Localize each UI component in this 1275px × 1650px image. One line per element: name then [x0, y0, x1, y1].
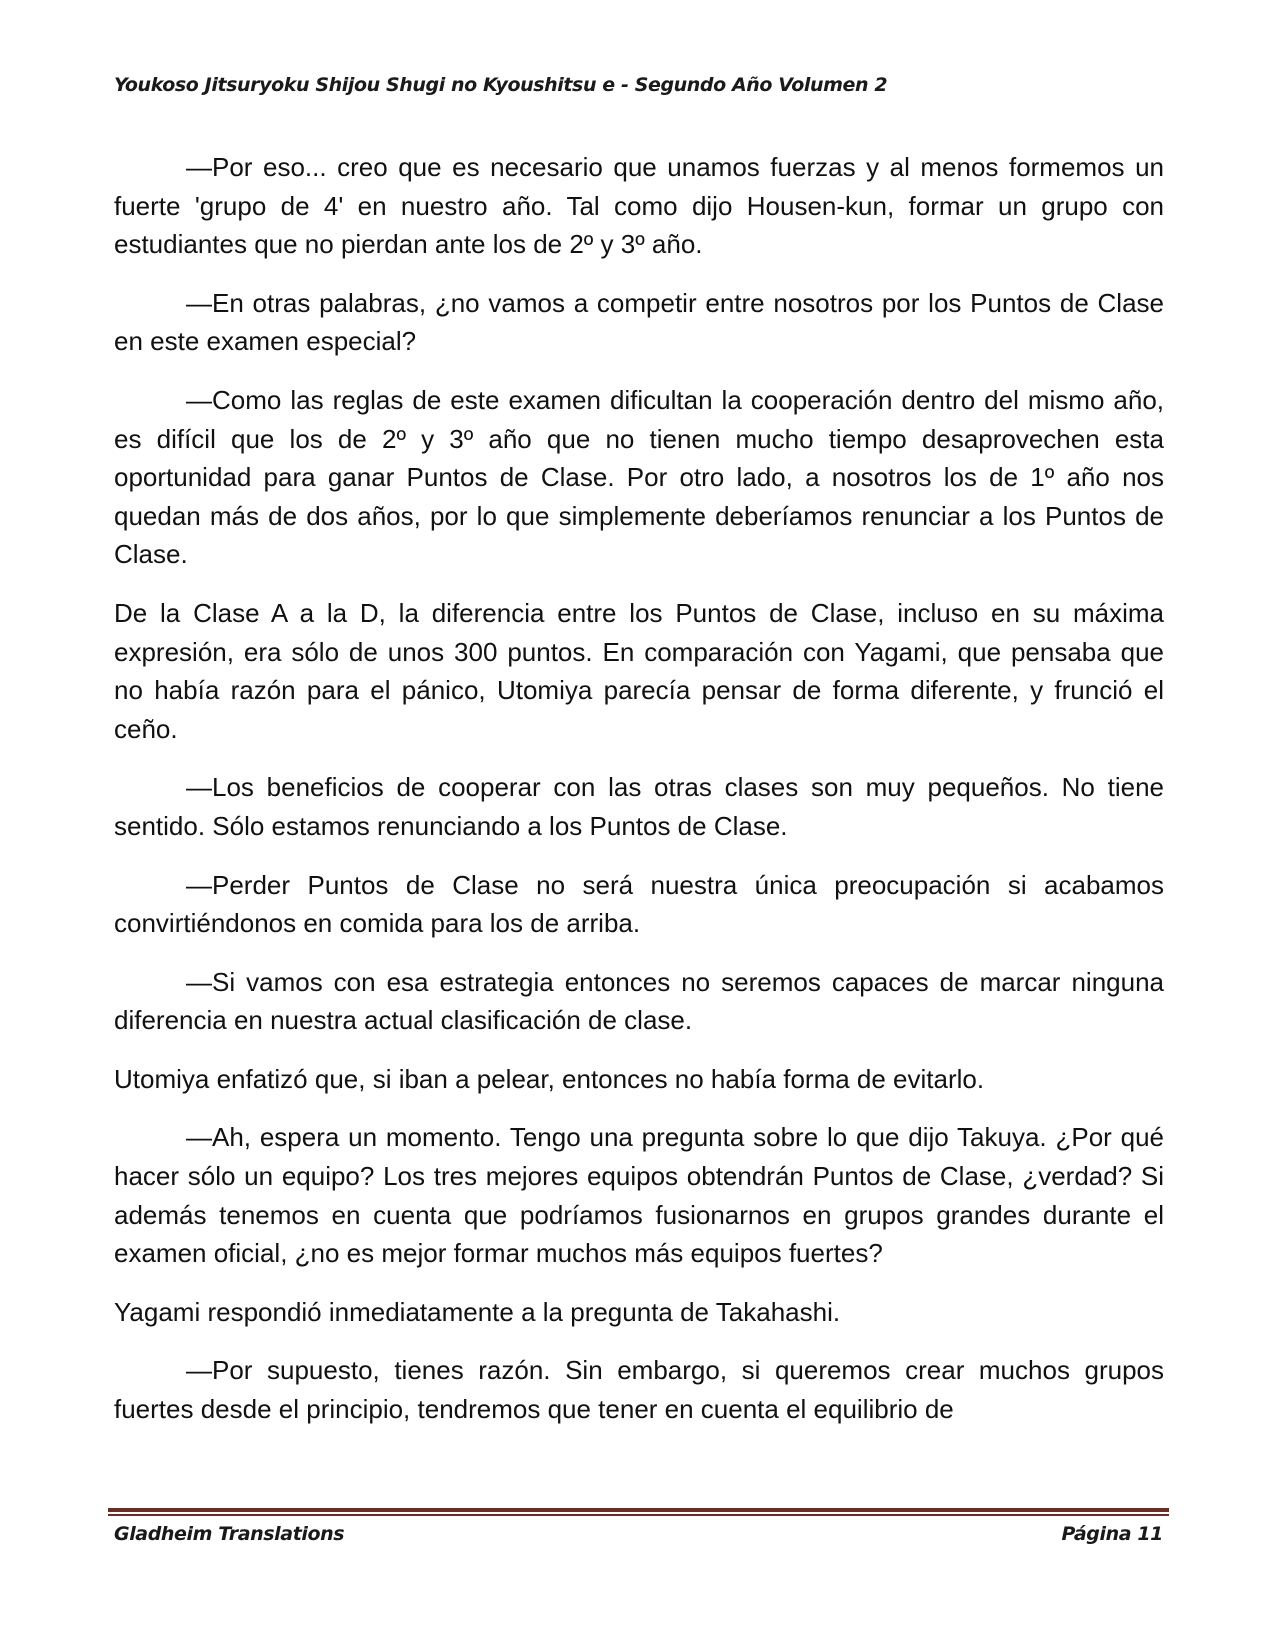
footer-divider-thin-line [108, 1514, 1169, 1516]
paragraph: —Como las reglas de este examen dificultan la cooperación dentro del mismo año, es difícil que los de 2º y 3º año que no tienen mucho tiempo desaprovechen esta oportunidad para ganar Puntos de Clase. Por otro lado, a nosotros los de 1º año nos quedan más de dos años, por lo que simplemente deberíamos renunciar a los Puntos de Clase. [114, 384, 1164, 570]
paragraph: —Por supuesto, tienes razón. Sin embargo, si queremos crear muchos grupos fuertes desde el principio, tendremos que tener en cuenta el equilibrio de [114, 1355, 1164, 1425]
paragraph: —Si vamos con esa estrategia entonces no seremos capaces de marcar ninguna diferencia en nuestra actual clasificación de clase. [114, 966, 1164, 1036]
paragraph: —Ah, espera un momento. Tengo una pregunta sobre lo que dijo Takuya. ¿Por qué hacer sólo un equipo? Los tres mejores equipos obtendrán Puntos de Clase, ¿verdad? Si además tenemos en cuenta que podríamos fusionarnos en grupos grandes durante el examen oficial, ¿no es mejor formar muchos más equipos fuertes? [114, 1122, 1164, 1269]
footer-page-number: Página 11 [1061, 1523, 1163, 1545]
footer-divider-thick-line [108, 1508, 1169, 1512]
paragraph: Utomiya enfatizó que, si iban a pelear, entonces no había forma de evitarlo. [114, 1063, 985, 1094]
paragraph: Yagami respondió inmediatamente a la pregunta de Takahashi. [114, 1296, 841, 1327]
paragraph: —Los beneficios de cooperar con las otras clases son muy pequeños. No tiene sentido. Sólo estamos renunciando a los Puntos de Clase. [114, 772, 1164, 841]
footer-credit: Gladheim Translations [114, 1523, 345, 1545]
paragraph: —En otras palabras, ¿no vamos a competir entre nosotros por los Puntos de Clase en este examen especial? [114, 287, 1164, 357]
page-header-title: Youkoso Jitsuryoku Shijou Shugi no Kyoushitsu e - Segundo Año Volumen 2 [114, 74, 888, 96]
paragraph: —Por eso... creo que es necesario que unamos fuerzas y al menos formemos un fuerte 'grupo de 4' en nuestro año. Tal como dijo Housen-kun, formar un grupo con estudiantes que no pierdan ante los de 2º y 3º año. [114, 152, 1164, 260]
paragraph: —Perder Puntos de Clase no será nuestra única preocupación si acabamos convirtiéndonos en comida para los de arriba. [114, 869, 1164, 939]
paragraph: De la Clase A a la D, la diferencia entre los Puntos de Clase, incluso en su máxima expresión, era sólo de unos 300 puntos. En comparación con Yagami, que pensaba que no había razón para el pánico, Utomiya parecía pensar de forma diferente, y frunció el ceño. [114, 597, 1164, 744]
footer-divider [108, 1508, 1169, 1516]
body-text [114, 148, 1164, 1449]
